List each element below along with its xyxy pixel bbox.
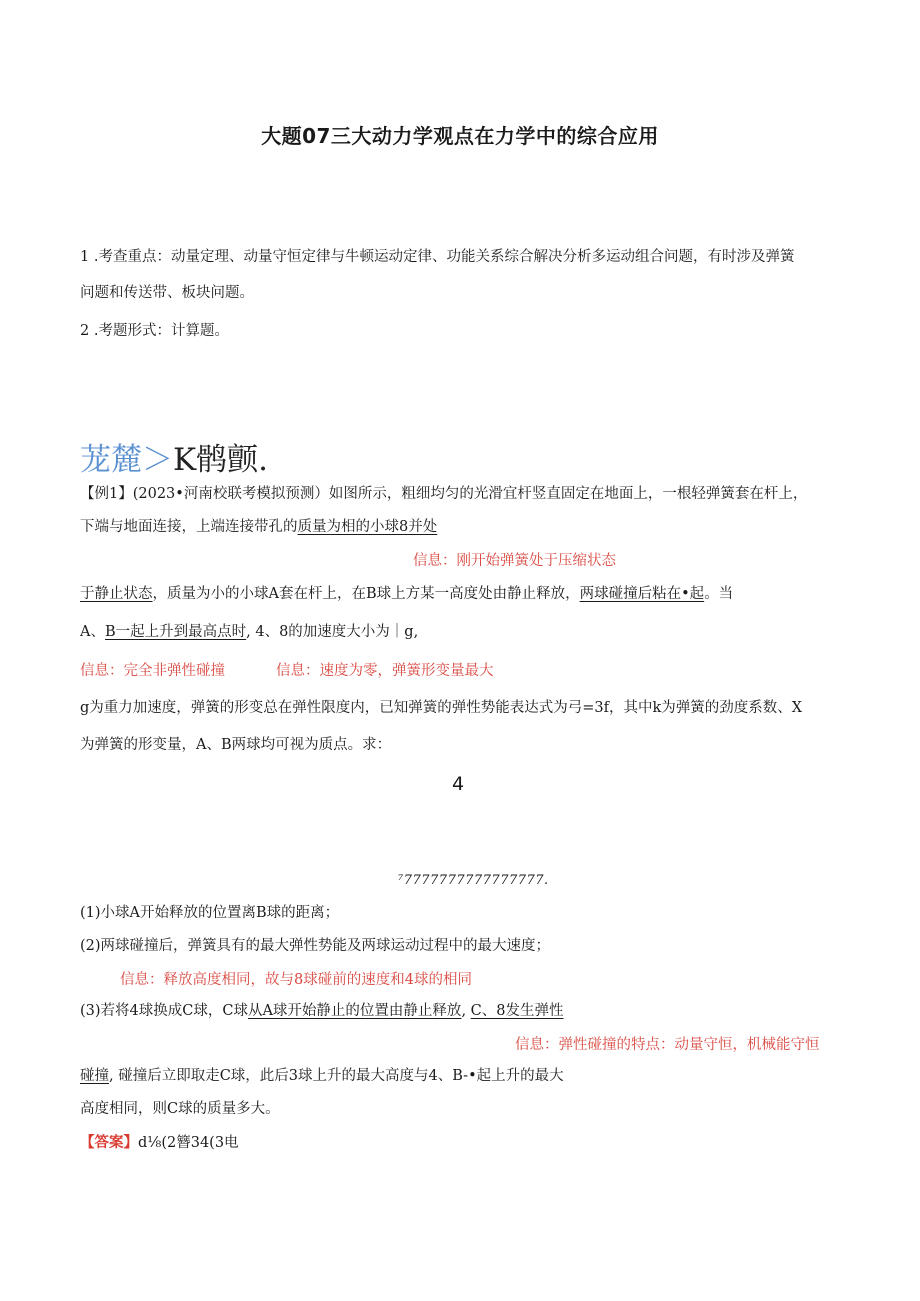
- info-note-1: 信息：刚开始弹簧处于压缩状态: [413, 553, 616, 569]
- question-1: (1)小球A开始释放的位置离B球的距离；: [80, 905, 340, 921]
- example-line-6: 为弹簧的形变量，A、B两球均可视为质点。求：: [80, 737, 392, 753]
- answer-label: 【答案】: [80, 1134, 138, 1151]
- example-line-1: 【例1】(2023•河南校联考模拟预测）如图所示，粗细均匀的光滑宜杆竖直固定在地面上，一根轻弹簧套在杆上，: [80, 486, 808, 502]
- question-3-line-2: 碰撞, 碰撞后立即取走C球，此后3球上升的最大高度与4、B-•起上升的最大: [80, 1068, 564, 1084]
- point-1-line-2: 问题和传送带、板块问题。: [80, 285, 254, 301]
- section-heading: 茏麓＞K鹘颤.: [80, 442, 269, 478]
- example-line-5: g为重力加速度，弹簧的形变总在弹性限度内，已知弹簧的弹性势能表达式为弓=3f，其中k为弹簧的劲度系数、X: [80, 700, 803, 716]
- answer-text: d⅛(2簪34(3电: [138, 1135, 239, 1151]
- page-title: 大题07三大动力学观点在力学中的综合应用: [261, 124, 659, 148]
- info-note-4: 信息：弹性碰撞的特点：动量守恒，机械能守恒: [515, 1037, 820, 1053]
- point-1-line-1: 1 .考查重点：动量定理、动量守恒定律与牛顿运动定律、功能关系综合解决分析多运动组合问题，有时涉及弹簧: [80, 249, 795, 265]
- question-2: (2)两球碰撞后，弹簧具有的最大弹性势能及两球运动过程中的最大速度；: [80, 938, 551, 954]
- example-line-2: 下端与地面连接，上端连接带孔的质量为相的小球8并处: [80, 519, 438, 535]
- info-note-2a: 信息：完全非弹性碰撞: [80, 663, 225, 679]
- question-3-line-1: (3)若将4球换成C球，C球从A球开始静止的位置由静止释放, C、8发生弹性: [80, 1003, 564, 1019]
- diagram-ground: ⁷7777777777777777.: [398, 873, 549, 888]
- answer: [80, 1133, 239, 1153]
- point-2: 2 .考题形式：计算题。: [80, 323, 229, 339]
- example-line-4: A、B一起上升到最高点时, 4、8的加速度大小为｜g,: [80, 624, 419, 640]
- question-3-line-3: 高度相同，则C球的质量多大。: [80, 1101, 280, 1117]
- info-note-3: 信息：释放高度相同，故与8球碰前的速度和4球的相同: [120, 972, 472, 988]
- example-line-3: 于静止状态，质量为小的小球A套在杆上，在B球上方某一高度处由静止释放，两球碰撞后粘在•起。当: [80, 586, 734, 602]
- info-note-2b: 信息：速度为零，弹簧形变量最大: [276, 663, 494, 679]
- diagram-label: 4: [452, 773, 465, 795]
